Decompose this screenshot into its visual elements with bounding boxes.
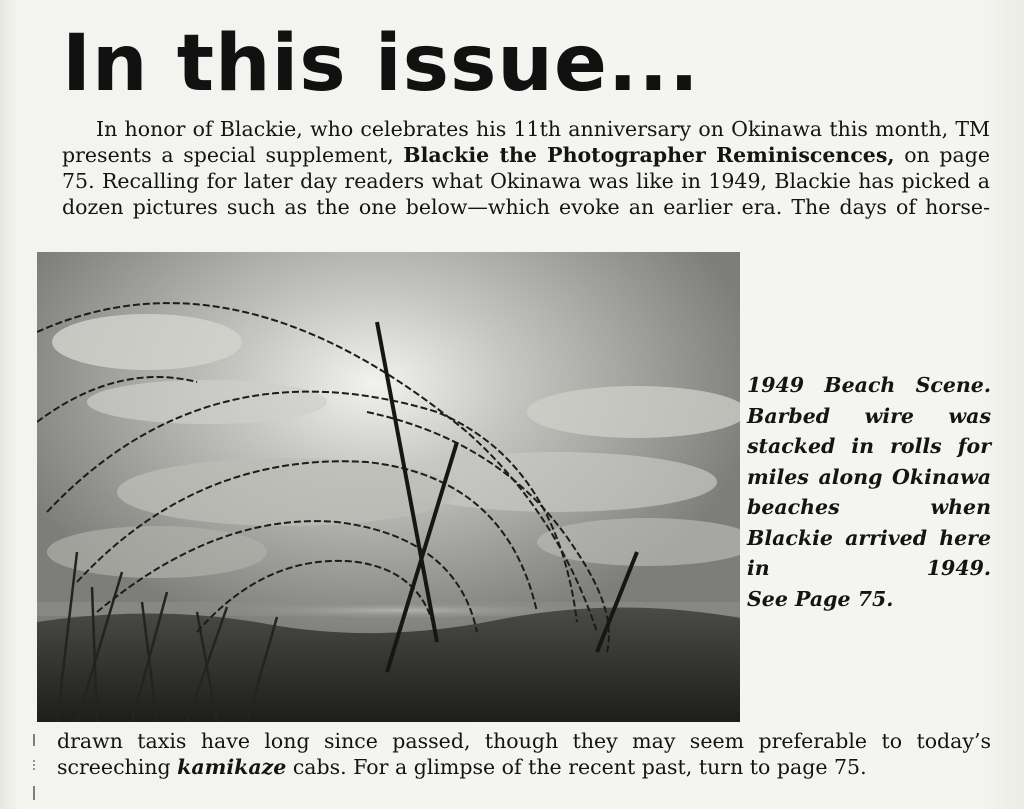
intro-text-end: on page 75. Recalling for later day readers what Okinawa was like in 1949, Blackie has picked a dozen pictures such as the one below—which evoke an earlier era. The days of horse- — [62, 143, 990, 219]
beach-barbed-wire-photo — [37, 252, 740, 722]
margin-marks — [30, 732, 38, 804]
supplement-title: Blackie the Photographer Reminiscences, — [403, 143, 895, 167]
intro-paragraph — [62, 116, 990, 220]
photo-caption — [747, 370, 991, 614]
outro-text-start: drawn taxis have long since passed, though they may seem preferable to today’s screeching — [57, 729, 991, 779]
caption-text: 1949 Beach Scene. Barbed wire was stacked in rolls for miles along Okinawa beaches when Blackie arrived here in 1949. — [747, 373, 991, 580]
caption-page-reference: See Page 75. — [747, 586, 894, 611]
outro-paragraph — [57, 728, 991, 780]
page-heading: In this issue... — [62, 19, 700, 109]
kamikaze-term: kamikaze — [177, 755, 287, 779]
outro-text-end: cabs. For a glimpse of the recent past, turn to page 75. — [286, 755, 867, 779]
intro-text-start: In honor of Blackie, who celebrates his 11th anniversary on Okinawa this month, TM presents a special supplement, — [62, 117, 990, 167]
